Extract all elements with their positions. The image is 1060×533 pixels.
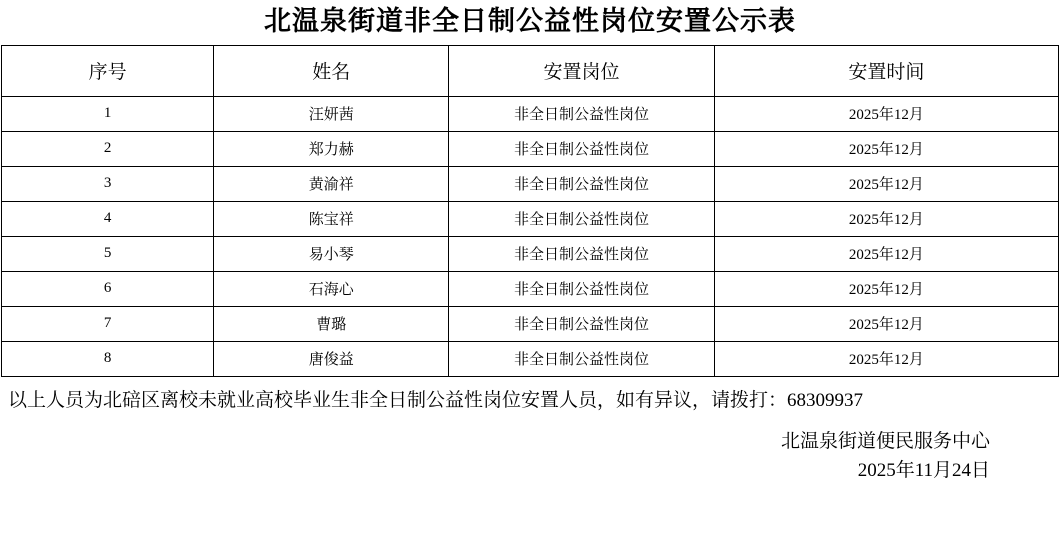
cell-name: 曹璐 [214,306,449,341]
cell-index: 3 [2,166,214,201]
placement-table [1,45,1059,377]
table-header-row [2,45,1059,96]
table-row [2,271,1059,306]
cell-time: 2025年12月 [714,96,1058,131]
signature-block [0,428,1060,485]
table-header [2,45,1059,96]
cell-name: 郑力赫 [214,131,449,166]
cell-time: 2025年12月 [714,166,1058,201]
table-row [2,201,1059,236]
cell-index: 5 [2,236,214,271]
signature-date: 2025年11月24日 [857,459,990,481]
cell-post: 非全日制公益性岗位 [449,271,714,306]
cell-post: 非全日制公益性岗位 [449,306,714,341]
cell-post: 非全日制公益性岗位 [449,166,714,201]
cell-name: 石海心 [214,271,449,306]
cell-index: 4 [2,201,214,236]
cell-post: 非全日制公益性岗位 [449,236,714,271]
cell-post: 非全日制公益性岗位 [449,131,714,166]
notice-text: 以上人员为北碚区离校未就业高校毕业生非全日制公益性岗位安置人员，如有异议，请拨打：68309937 [8,389,864,411]
cell-index: 8 [2,341,214,376]
cell-name: 陈宝祥 [214,201,449,236]
table-row [2,341,1059,376]
cell-time: 2025年12月 [714,236,1058,271]
column-header-name: 姓名 [214,45,449,96]
cell-post: 非全日制公益性岗位 [449,341,714,376]
cell-name: 易小琴 [214,236,449,271]
cell-time: 2025年12月 [714,341,1058,376]
cell-name: 黄渝祥 [214,166,449,201]
table-row [2,131,1059,166]
cell-post: 非全日制公益性岗位 [449,96,714,131]
cell-index: 1 [2,96,214,131]
table-row [2,306,1059,341]
cell-index: 6 [2,271,214,306]
cell-index: 7 [2,306,214,341]
column-header-time: 安置时间 [714,45,1058,96]
cell-time: 2025年12月 [714,131,1058,166]
signature-organization: 北温泉街道便民服务中心 [780,431,990,453]
table-body [2,96,1059,376]
table-row [2,236,1059,271]
cell-name: 汪妍茜 [214,96,449,131]
cell-post: 非全日制公益性岗位 [449,201,714,236]
page-title: 北温泉街道非全日制公益性岗位安置公示表 [264,6,796,36]
cell-time: 2025年12月 [714,306,1058,341]
cell-index: 2 [2,131,214,166]
column-header-index: 序号 [2,45,214,96]
cell-time: 2025年12月 [714,201,1058,236]
table-row [2,96,1059,131]
column-header-post: 安置岗位 [449,45,714,96]
cell-name: 唐俊益 [214,341,449,376]
cell-time: 2025年12月 [714,271,1058,306]
table-row [2,166,1059,201]
